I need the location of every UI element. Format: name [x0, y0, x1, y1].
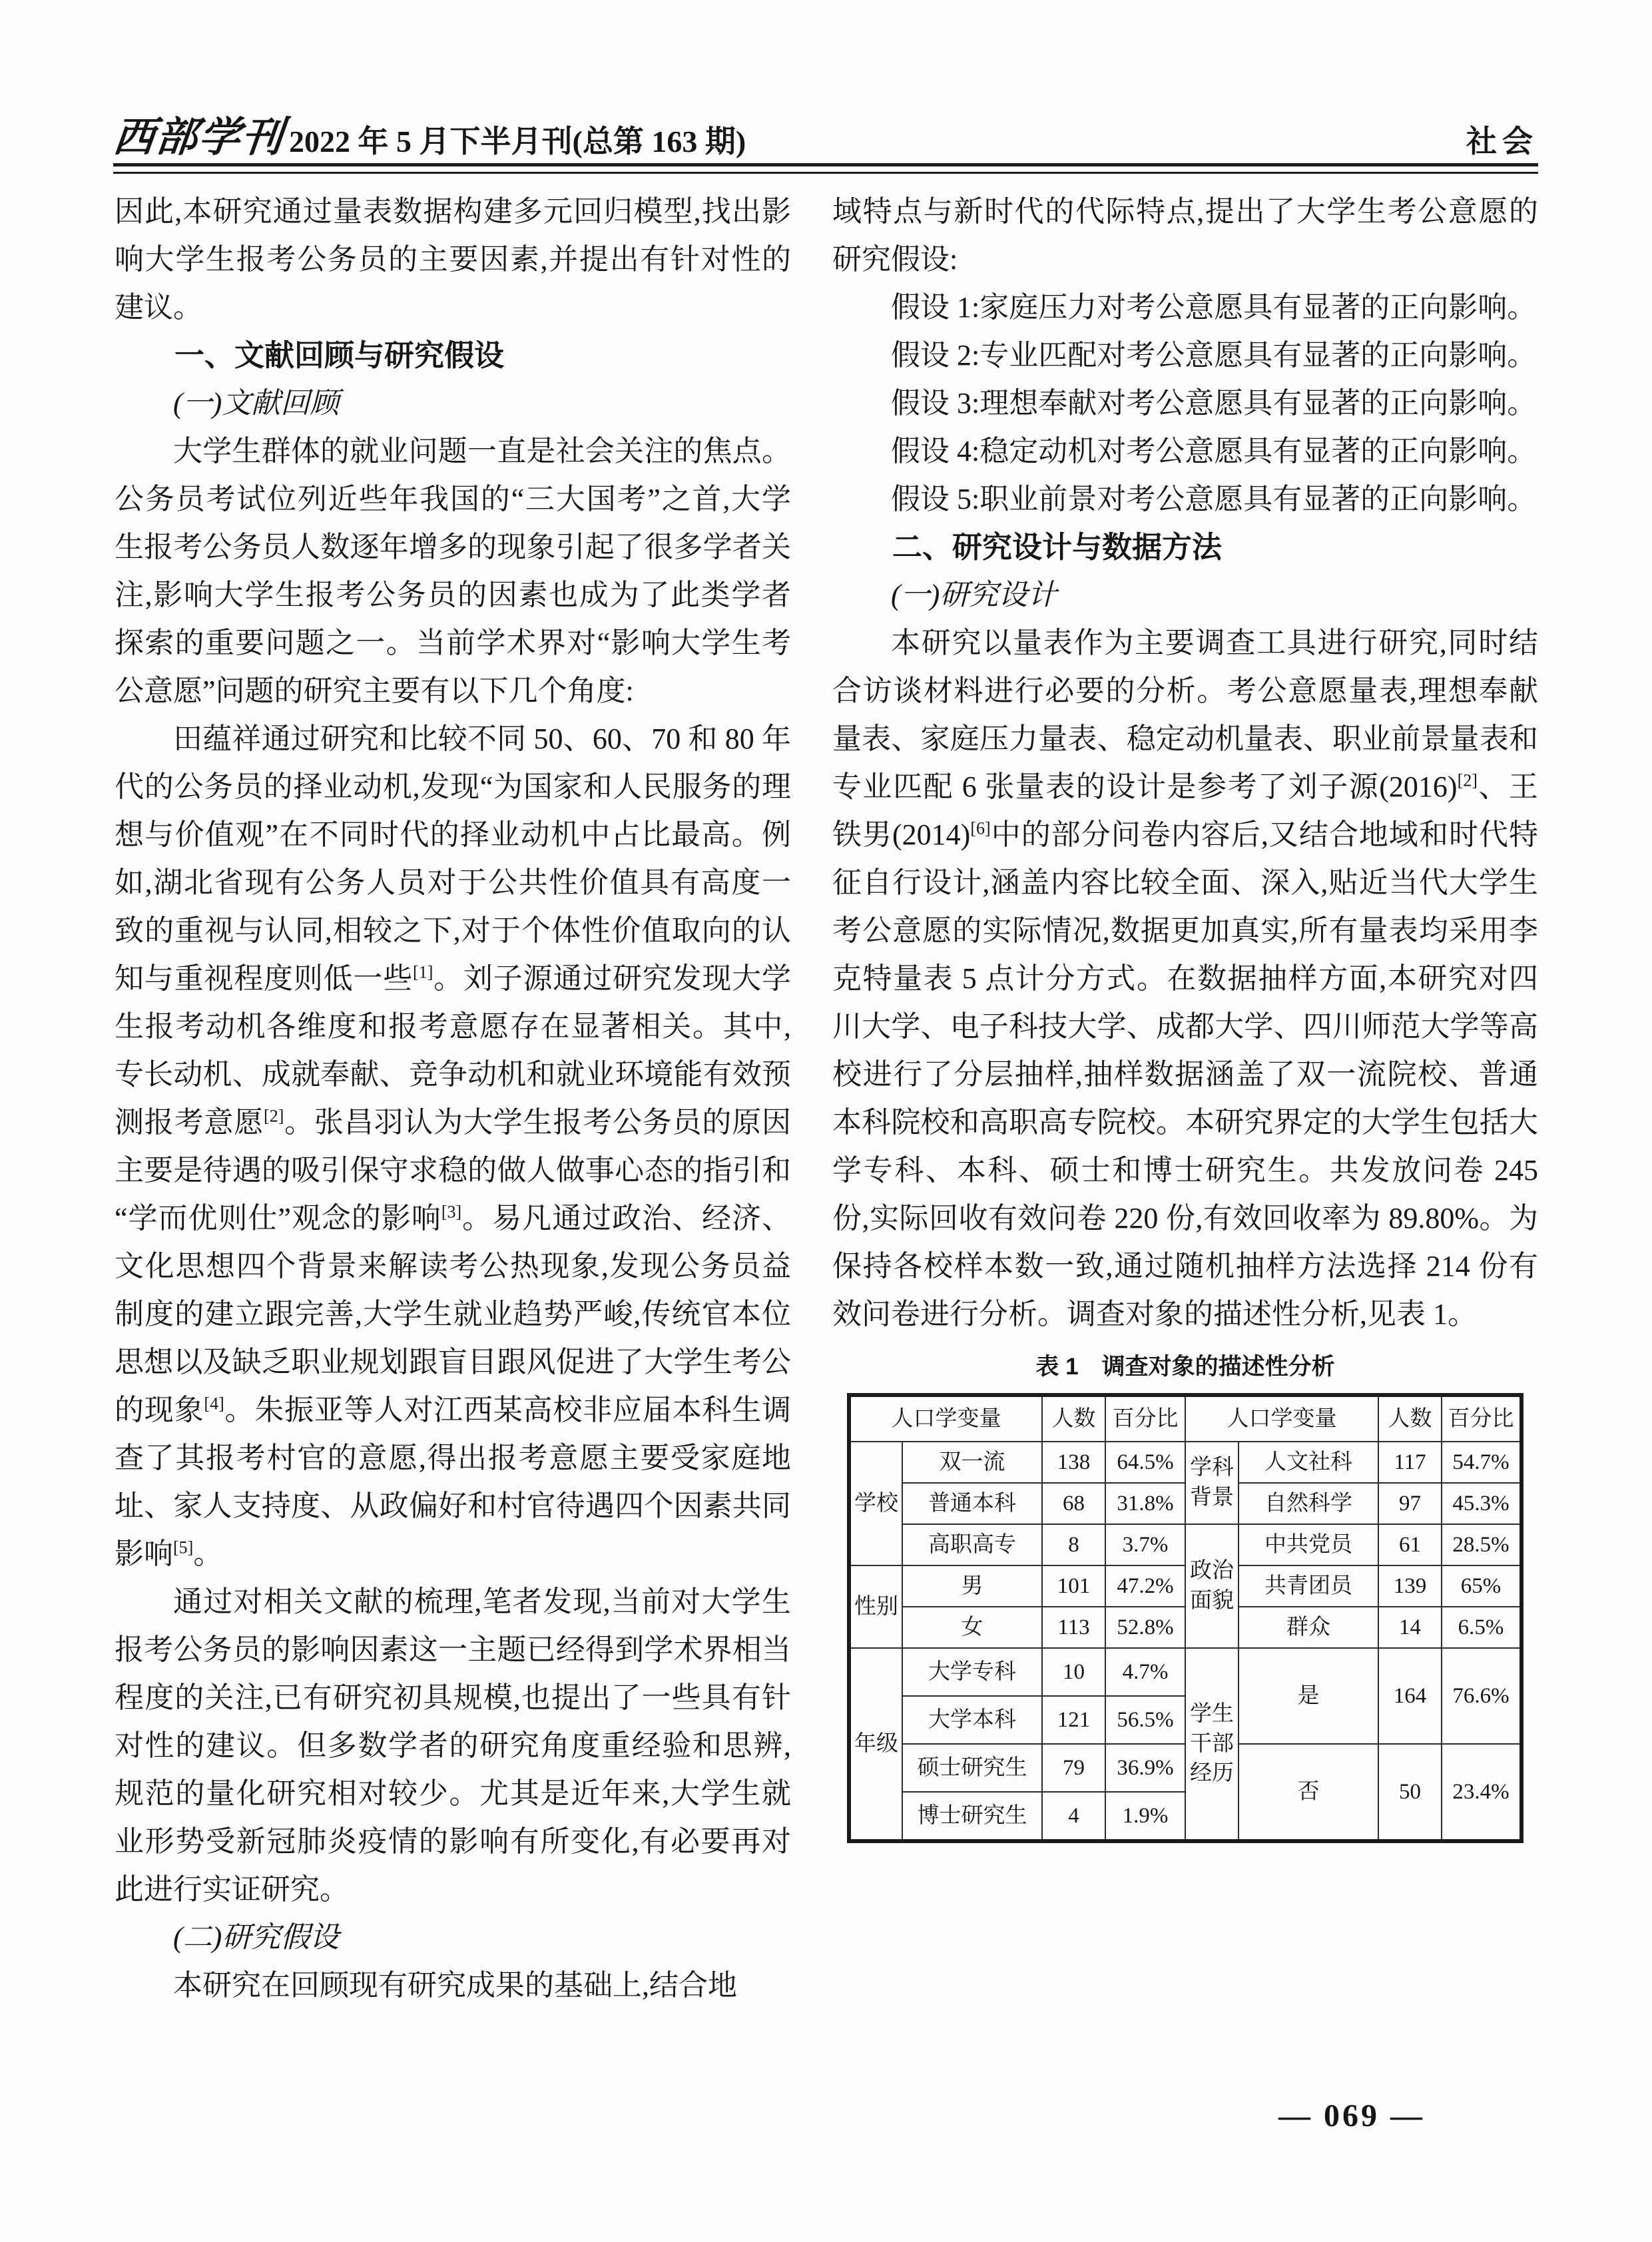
cell-count: 79: [1042, 1744, 1105, 1792]
cell-label: 硕士研究生: [902, 1744, 1042, 1792]
cell-count: 8: [1042, 1524, 1105, 1565]
col-header-count-left: 人数: [1042, 1395, 1105, 1442]
paragraph-design: 本研究以量表作为主要调查工具进行研究,同时结合访谈材料进行必要的分析。考公意愿量表,理想奉献量表、家庭压力量表、稳定动机量表、职业前景量表和专业匹配 6 张量表的设计是参考了刘子源(2016)[2]、王铁男(2014)[6]中的部分问卷内容后,又结合地域和时代特征自行设计,涵盖内容比较全面、深入,贴近当代大学生考公意愿的实际情况,数据更加真实,所有量表均采用李克特量表 5 点计分方式。在数据抽样方面,本研究对四川大学、电子科技大学、成都大学、四川师范大学等高校进行了分层抽样,抽样数据涵盖了双一流院校、普通本科院校和高职高专院校。本研究界定的大学生包括大学专科、本科、硕士和博士研究生。共发放问卷 245 份,实际回收有效问卷 220 份,有效回收率为 89.80%。为保持各校样本数一致,通过随机抽样方法选择 214 份有效问卷进行分析。调查对象的描述性分析,见表 1。: [832, 627, 1539, 1330]
cell-count: 139: [1378, 1565, 1442, 1607]
page-header: [113, 100, 1538, 161]
cell-percent: 54.7%: [1442, 1442, 1521, 1483]
cell-label: 男: [902, 1565, 1042, 1607]
paragraph-intro: 因此,本研究通过量表数据构建多元回归模型,找出影响大学生报考公务员的主要因素,并提出有针对性的建议。: [115, 195, 791, 324]
cell-percent: 65%: [1442, 1565, 1521, 1607]
cell-label: 高职高专: [902, 1524, 1042, 1565]
cell-percent: 6.5%: [1442, 1607, 1521, 1648]
sub-design-heading: (一)研究设计: [891, 579, 1057, 611]
table-row: [849, 1524, 1521, 1565]
category-politics: 政治面貌: [1185, 1524, 1239, 1648]
section2-heading: 二、研究设计与数据方法: [892, 530, 1223, 564]
cell-label: 普通本科: [902, 1483, 1042, 1524]
cell-label: 是: [1239, 1648, 1378, 1744]
paragraph-literature-3: 通过对相关文献的梳理,笔者发现,当前对大学生报考公务员的影响因素这一主题已经得到学术界相当程度的关注,已有研究初具规模,也提出了一些具有针对性的建议。但多数学者的研究角度重经验和思辨,规范的量化研究相对较少。尤其是近年来,大学生就业形势受新冠肺炎疫情的影响有所变化,有必要再对此进行实证研究。: [115, 1585, 791, 1906]
cell-percent: 31.8%: [1105, 1483, 1185, 1524]
journal-issue-info: 2022 年 5 月下半月刊(总第 163 期): [289, 125, 746, 158]
cell-label: 自然科学: [1239, 1483, 1378, 1524]
cell-count: 101: [1042, 1565, 1105, 1607]
category-gender: 性别: [849, 1565, 902, 1648]
journal-title-block: [113, 117, 746, 161]
col-header-variable-left: 人口学变量: [849, 1395, 1042, 1442]
cell-percent: 45.3%: [1442, 1483, 1521, 1524]
cell-percent: 4.7%: [1105, 1648, 1185, 1696]
category-cadre-experience: 学生干部经历: [1185, 1648, 1239, 1841]
header-double-rule: [113, 163, 1538, 174]
cell-percent: 47.2%: [1105, 1565, 1185, 1607]
paragraph-continuation: 域特点与新时代的代际特点,提出了大学生考公意愿的研究假设:: [832, 195, 1538, 276]
cell-label: 大学专科: [902, 1648, 1042, 1696]
cell-percent: 23.4%: [1442, 1744, 1521, 1841]
cell-percent: 36.9%: [1105, 1744, 1185, 1792]
cell-count: 10: [1042, 1648, 1105, 1696]
right-column: [832, 188, 1538, 1843]
cell-percent: 52.8%: [1105, 1607, 1185, 1648]
cell-percent: 56.5%: [1105, 1696, 1185, 1744]
cell-label: 博士研究生: [902, 1792, 1042, 1841]
table1-caption: 表 1 调查对象的描述性分析: [1035, 1354, 1335, 1380]
cell-label: 否: [1239, 1744, 1378, 1841]
cell-count: 121: [1042, 1696, 1105, 1744]
section-label: 社会: [1466, 125, 1538, 158]
category-discipline: 学科背景: [1185, 1442, 1239, 1524]
cell-percent: 64.5%: [1105, 1442, 1185, 1483]
table-row: [849, 1442, 1521, 1483]
cell-label: 女: [902, 1607, 1042, 1648]
cell-count: 4: [1042, 1792, 1105, 1841]
left-column: [115, 188, 791, 2010]
journal-logo: 西部学刊: [111, 115, 286, 160]
col-header-count-right: 人数: [1378, 1395, 1442, 1442]
cell-percent: 3.7%: [1105, 1524, 1185, 1565]
sub2-heading: (二)研究假设: [173, 1921, 340, 1954]
col-header-variable-right: 人口学变量: [1185, 1395, 1378, 1442]
cell-count: 68: [1042, 1483, 1105, 1524]
cell-count: 113: [1042, 1607, 1105, 1648]
cell-count: 117: [1378, 1442, 1442, 1483]
table-row: [849, 1648, 1521, 1696]
table-header-row: [849, 1395, 1521, 1442]
hypothesis-2: 假设 2:专业匹配对考公意愿具有显著的正向影响。: [891, 339, 1537, 372]
cell-count: 138: [1042, 1442, 1105, 1483]
cell-percent: 1.9%: [1105, 1792, 1185, 1841]
table1-descriptive-analysis: [847, 1393, 1523, 1843]
category-grade: 年级: [849, 1648, 902, 1841]
cell-count: 97: [1378, 1483, 1442, 1524]
sub1-heading: (一)文献回顾: [173, 387, 340, 420]
col-header-percent-left: 百分比: [1105, 1395, 1185, 1442]
cell-count: 61: [1378, 1524, 1442, 1565]
cell-percent: 28.5%: [1442, 1524, 1521, 1565]
paragraph-literature-1: 大学生群体的就业问题一直是社会关注的焦点。公务员考试位列近些年我国的“三大国考”之首,大学生报考公务员人数逐年增多的现象引起了很多学者关注,影响大学生报考公务员的因素也成为了此类学者探索的重要问题之一。当前学术界对“影响大学生考公意愿”问题的研究主要有以下几个角度:: [115, 435, 791, 707]
cell-label: 大学本科: [902, 1696, 1042, 1744]
hypothesis-5: 假设 5:职业前景对考公意愿具有显著的正向影响。: [891, 483, 1537, 515]
cell-count: 164: [1378, 1648, 1442, 1744]
cell-label: 共青团员: [1239, 1565, 1378, 1607]
cell-count: 14: [1378, 1607, 1442, 1648]
section1-heading: 一、文献回顾与研究假设: [174, 338, 505, 372]
cell-label: 中共党员: [1239, 1524, 1378, 1565]
cell-label: 群众: [1239, 1607, 1378, 1648]
cell-count: 50: [1378, 1744, 1442, 1841]
cell-label: 人文社科: [1239, 1442, 1378, 1483]
col-header-percent-right: 百分比: [1442, 1395, 1521, 1442]
paragraph-hypothesis-lead: 本研究在回顾现有研究成果的基础上,结合地: [173, 1969, 737, 2002]
cell-label: 双一流: [902, 1442, 1042, 1483]
cell-percent: 76.6%: [1442, 1648, 1521, 1744]
category-school: 学校: [849, 1442, 902, 1565]
hypothesis-3: 假设 3:理想奉献对考公意愿具有显著的正向影响。: [891, 387, 1537, 420]
hypothesis-4: 假设 4:稳定动机对考公意愿具有显著的正向影响。: [891, 435, 1537, 467]
hypothesis-1: 假设 1:家庭压力对考公意愿具有显著的正向影响。: [891, 291, 1537, 324]
paragraph-literature-2: 田蕴祥通过研究和比较不同 50、60、70 和 80 年代的公务员的择业动机,发现“为国家和人民服务的理想与价值观”在不同时代的择业动机中占比最高。例如,湖北省现有公务人员对于公共性价值具有高度一致的重视与认同,相较之下,对于个体性价值取向的认知与重视程度则低一些[1]。刘子源通过研究发现大学生报考动机各维度和报考意愿存在显著相关。其中,专长动机、成就奉献、竞争动机和就业环境能有效预测报考意愿[2]。张昌羽认为大学生报考公务员的原因主要是待遇的吸引保守求稳的做人做事心态的指引和“学而优则仕”观念的影响[3]。易凡通过政治、经济、文化思想四个背景来解读考公热现象,发现公务员益制度的建立跟完善,大学生就业趋势严峻,传统官本位思想以及缺乏职业规划跟盲目跟风促进了大学生考公的现象[4]。朱振亚等人对江西某高校非应届本科生调查了其报考村官的意愿,得出报考意愿主要受家庭地址、家人支持度、从政偏好和村官待遇四个因素共同影响[5]。: [115, 722, 792, 1570]
page-number: — 069 —: [1278, 2098, 1425, 2133]
